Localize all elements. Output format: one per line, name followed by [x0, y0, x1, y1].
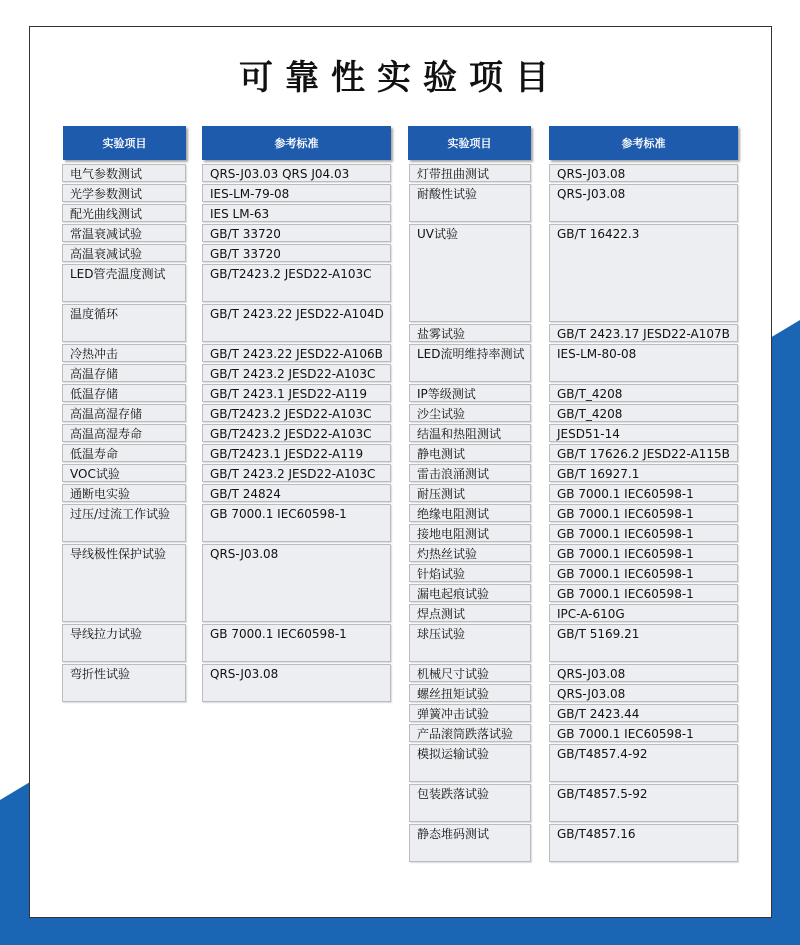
right-reference-standard-11: GB 7000.1 IEC60598-1	[549, 484, 738, 502]
right-reference-standard-15: GB 7000.1 IEC60598-1	[549, 564, 738, 582]
left-reference-standard-11: GB/T2423.2 JESD22-A103C	[202, 404, 391, 422]
left-item-header: 实验项目	[63, 126, 186, 160]
right-test-item-23: 模拟运输试验	[409, 744, 531, 782]
right-test-item-21: 弹簧冲击试验	[409, 704, 531, 722]
left-test-item-5: 高温衰减试验	[62, 244, 186, 262]
left-standard-header: 参考标准	[202, 126, 391, 160]
left-reference-standard-8: GB/T 2423.22 JESD22-A106B	[202, 344, 391, 362]
right-reference-standard-2: QRS-J03.08	[549, 184, 738, 222]
right-reference-standard-5: IES-LM-80-08	[549, 344, 738, 382]
right-reference-standard-12: GB 7000.1 IEC60598-1	[549, 504, 738, 522]
right-test-item-8: 结温和热阻测试	[409, 424, 531, 442]
right-reference-standard-1: QRS-J03.08	[549, 164, 738, 182]
left-test-item-3: 配光曲线测试	[62, 204, 186, 222]
left-test-item-15: 通断电实验	[62, 484, 186, 502]
left-reference-standard-5: GB/T 33720	[202, 244, 391, 262]
left-reference-standard-2: IES-LM-79-08	[202, 184, 391, 202]
right-test-item-3: UV试验	[409, 224, 531, 322]
left-test-item-18: 导线拉力试验	[62, 624, 186, 662]
left-test-item-12: 高温高湿寿命	[62, 424, 186, 442]
right-test-item-20: 螺丝扭矩试验	[409, 684, 531, 702]
right-reference-standard-8: JESD51-14	[549, 424, 738, 442]
right-test-item-16: 漏电起痕试验	[409, 584, 531, 602]
left-reference-standard-17: QRS-J03.08	[202, 544, 391, 622]
right-reference-standard-17: IPC-A-610G	[549, 604, 738, 622]
left-test-item-16: 过压/过流工作试验	[62, 504, 186, 542]
right-reference-standard-6: GB/T_4208	[549, 384, 738, 402]
right-test-item-22: 产品滚筒跌落试验	[409, 724, 531, 742]
right-reference-standard-18: GB/T 5169.21	[549, 624, 738, 662]
right-test-item-17: 焊点测试	[409, 604, 531, 622]
left-reference-standard-3: IES LM-63	[202, 204, 391, 222]
right-reference-standard-25: GB/T4857.16	[549, 824, 738, 862]
right-item-header: 实验项目	[408, 126, 531, 160]
left-reference-standard-13: GB/T2423.1 JESD22-A119	[202, 444, 391, 462]
left-reference-standard-18: GB 7000.1 IEC60598-1	[202, 624, 391, 662]
left-reference-standard-4: GB/T 33720	[202, 224, 391, 242]
left-test-item-10: 低温存储	[62, 384, 186, 402]
right-test-item-25: 静态堆码测试	[409, 824, 531, 862]
left-test-item-2: 光学参数测试	[62, 184, 186, 202]
left-test-item-17: 导线极性保护试验	[62, 544, 186, 622]
right-test-item-24: 包装跌落试验	[409, 784, 531, 822]
right-reference-standard-19: QRS-J03.08	[549, 664, 738, 682]
right-standard-header: 参考标准	[549, 126, 738, 160]
right-test-item-7: 沙尘试验	[409, 404, 531, 422]
page-title: 可靠性实验项目	[239, 58, 561, 98]
right-reference-standard-23: GB/T4857.4-92	[549, 744, 738, 782]
right-reference-standard-16: GB 7000.1 IEC60598-1	[549, 584, 738, 602]
left-reference-standard-6: GB/T2423.2 JESD22-A103C	[202, 264, 391, 302]
left-reference-standard-9: GB/T 2423.2 JESD22-A103C	[202, 364, 391, 382]
right-reference-standard-4: GB/T 2423.17 JESD22-A107B	[549, 324, 738, 342]
right-test-item-14: 灼热丝试验	[409, 544, 531, 562]
left-test-item-8: 冷热冲击	[62, 344, 186, 362]
right-test-item-19: 机械尺寸试验	[409, 664, 531, 682]
right-reference-standard-21: GB/T 2423.44	[549, 704, 738, 722]
right-test-item-1: 灯带扭曲测试	[409, 164, 531, 182]
right-test-item-5: LED流明维持率测试	[409, 344, 531, 382]
left-reference-standard-7: GB/T 2423.22 JESD22-A104D	[202, 304, 391, 342]
right-reference-standard-24: GB/T4857.5-92	[549, 784, 738, 822]
right-test-item-13: 接地电阻测试	[409, 524, 531, 542]
left-test-item-6: LED管壳温度测试	[62, 264, 186, 302]
right-reference-standard-22: GB 7000.1 IEC60598-1	[549, 724, 738, 742]
right-test-item-11: 耐压测试	[409, 484, 531, 502]
left-test-item-14: VOC试验	[62, 464, 186, 482]
right-test-item-15: 针焰试验	[409, 564, 531, 582]
left-reference-standard-15: GB/T 24824	[202, 484, 391, 502]
right-reference-standard-3: GB/T 16422.3	[549, 224, 738, 322]
right-reference-standard-10: GB/T 16927.1	[549, 464, 738, 482]
left-test-item-11: 高温高湿存储	[62, 404, 186, 422]
left-reference-standard-12: GB/T2423.2 JESD22-A103C	[202, 424, 391, 442]
left-reference-standard-14: GB/T 2423.2 JESD22-A103C	[202, 464, 391, 482]
left-reference-standard-16: GB 7000.1 IEC60598-1	[202, 504, 391, 542]
right-test-item-18: 球压试验	[409, 624, 531, 662]
left-reference-standard-10: GB/T 2423.1 JESD22-A119	[202, 384, 391, 402]
right-test-item-4: 盐雾试验	[409, 324, 531, 342]
left-test-item-1: 电气参数测试	[62, 164, 186, 182]
right-test-item-6: IP等级测试	[409, 384, 531, 402]
right-reference-standard-13: GB 7000.1 IEC60598-1	[549, 524, 738, 542]
left-test-item-9: 高温存储	[62, 364, 186, 382]
right-reference-standard-7: GB/T_4208	[549, 404, 738, 422]
left-reference-standard-1: QRS-J03.03 QRS J04.03	[202, 164, 391, 182]
right-reference-standard-14: GB 7000.1 IEC60598-1	[549, 544, 738, 562]
left-test-item-13: 低温寿命	[62, 444, 186, 462]
right-test-item-9: 静电测试	[409, 444, 531, 462]
right-reference-standard-9: GB/T 17626.2 JESD22-A115B	[549, 444, 738, 462]
right-test-item-2: 耐酸性试验	[409, 184, 531, 222]
right-reference-standard-20: QRS-J03.08	[549, 684, 738, 702]
right-test-item-10: 雷击浪涌测试	[409, 464, 531, 482]
right-test-item-12: 绝缘电阻测试	[409, 504, 531, 522]
left-reference-standard-19: QRS-J03.08	[202, 664, 391, 702]
left-test-item-4: 常温衰减试验	[62, 224, 186, 242]
left-test-item-19: 弯折性试验	[62, 664, 186, 702]
left-test-item-7: 温度循环	[62, 304, 186, 342]
